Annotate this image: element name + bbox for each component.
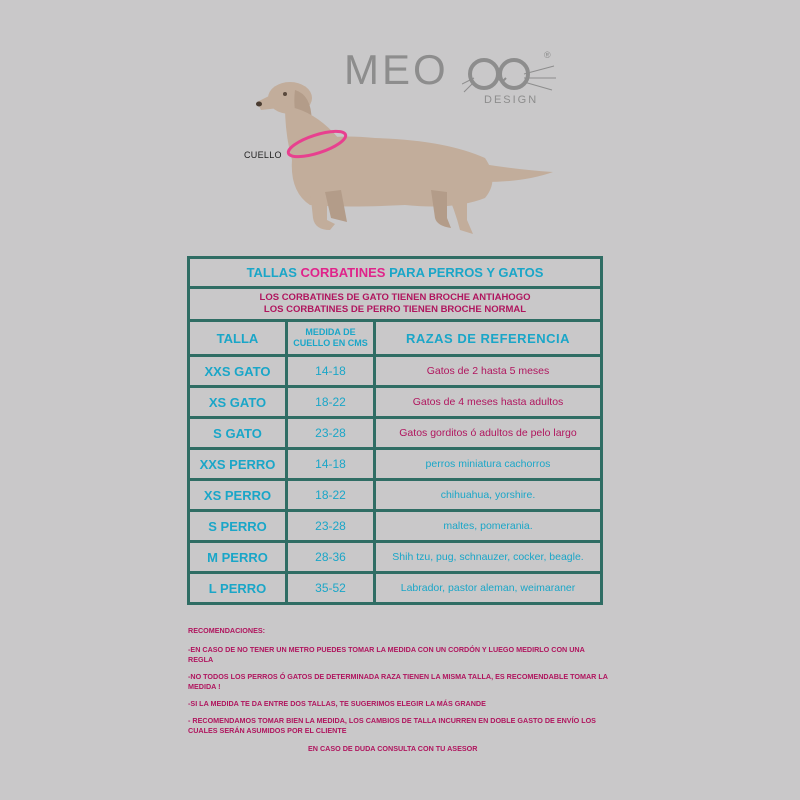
- table-row: [189, 542, 602, 573]
- table-row: [189, 511, 602, 542]
- size-cell: M PERRO: [189, 542, 287, 573]
- breeds-cell: Gatos gorditos ó adultos de pelo largo: [375, 418, 602, 449]
- recommendation-item: - RECOMENDAMOS TOMAR BIEN LA MEDIDA, LOS CAMBIOS DE TALLA INCURREN EN DOBLE GASTO DE ENVÍO LOS CUALES SERÁN ASUMIDOS POR EL CLIENTE: [188, 716, 596, 735]
- table-row: [189, 418, 602, 449]
- header-breeds: RAZAS DE REFERENCIA: [375, 321, 602, 356]
- table-row: [189, 387, 602, 418]
- size-cell: XS PERRO: [189, 480, 287, 511]
- measure-cell: 28-36: [287, 542, 375, 573]
- size-cell: XXS GATO: [189, 356, 287, 387]
- header-size: TALLA: [189, 321, 287, 356]
- registered-mark: ®: [544, 50, 551, 60]
- breeds-cell: chihuahua, yorshire.: [375, 480, 602, 511]
- table-title: TALLAS CORBATINES PARA PERROS Y GATOS: [189, 258, 602, 288]
- measure-cell: 23-28: [287, 418, 375, 449]
- size-cell: S PERRO: [189, 511, 287, 542]
- measure-cell: 23-28: [287, 511, 375, 542]
- table-row: [189, 449, 602, 480]
- breeds-cell: Gatos de 4 meses hasta adultos: [375, 387, 602, 418]
- table-title-row: [189, 258, 602, 288]
- recommendation-item: -NO TODOS LOS PERROS Ó GATOS DE DETERMINADA RAZA TIENEN LA MISMA TALLA, ES RECOMENDABLE TOMAR LA MEDIDA !: [188, 672, 608, 691]
- size-cell: L PERRO: [189, 573, 287, 604]
- dachshund-illustration: [255, 70, 555, 245]
- measure-cell: 18-22: [287, 480, 375, 511]
- size-cell: XS GATO: [189, 387, 287, 418]
- neck-label: CUELLO: [244, 150, 282, 160]
- breeds-cell: maltes, pomerania.: [375, 511, 602, 542]
- table-note-row: [189, 288, 602, 321]
- measure-cell: 14-18: [287, 356, 375, 387]
- table-header-row: [189, 321, 602, 356]
- breeds-cell: Gatos de 2 hasta 5 meses: [375, 356, 602, 387]
- size-table: [187, 256, 603, 605]
- breeds-cell: perros miniatura cachorros: [375, 449, 602, 480]
- header-measure: MEDIDA DE CUELLO EN CMS: [287, 321, 375, 356]
- brand-name: MEO: [344, 46, 449, 93]
- measure-cell: 35-52: [287, 573, 375, 604]
- table-row: [189, 573, 602, 604]
- recommendations: [188, 626, 608, 761]
- measure-cell: 14-18: [287, 449, 375, 480]
- brand-subtitle: DESIGN: [484, 94, 539, 106]
- title-highlight: CORBATINES: [300, 265, 386, 280]
- table-note: LOS CORBATINES DE GATO TIENEN BROCHE ANTIAHOGO LOS CORBATINES DE PERRO TIENEN BROCHE NORMAL: [189, 288, 602, 321]
- measure-cell: 18-22: [287, 387, 375, 418]
- recommendations-title: RECOMENDACIONES:: [188, 626, 266, 635]
- recommendation-item: -EN CASO DE NO TENER UN METRO PUEDES TOMAR LA MEDIDA CON UN CORDÓN Y LUEGO MEDIRLO CON UNA REGLA: [188, 645, 585, 664]
- size-cell: S GATO: [189, 418, 287, 449]
- table-row: [189, 356, 602, 387]
- table-row: [189, 480, 602, 511]
- breeds-cell: Labrador, pastor aleman, weimaraner: [375, 573, 602, 604]
- size-cell: XXS PERRO: [189, 449, 287, 480]
- breeds-cell: Shih tzu, pug, schnauzer, cocker, beagle.: [375, 542, 602, 573]
- closing-note: EN CASO DE DUDA CONSULTA CON TU ASESOR: [308, 744, 478, 753]
- recommendation-item: -SI LA MEDIDA TE DA ENTRE DOS TALLAS, TE SUGERIMOS ELEGIR LA MÁS GRANDE: [188, 699, 486, 708]
